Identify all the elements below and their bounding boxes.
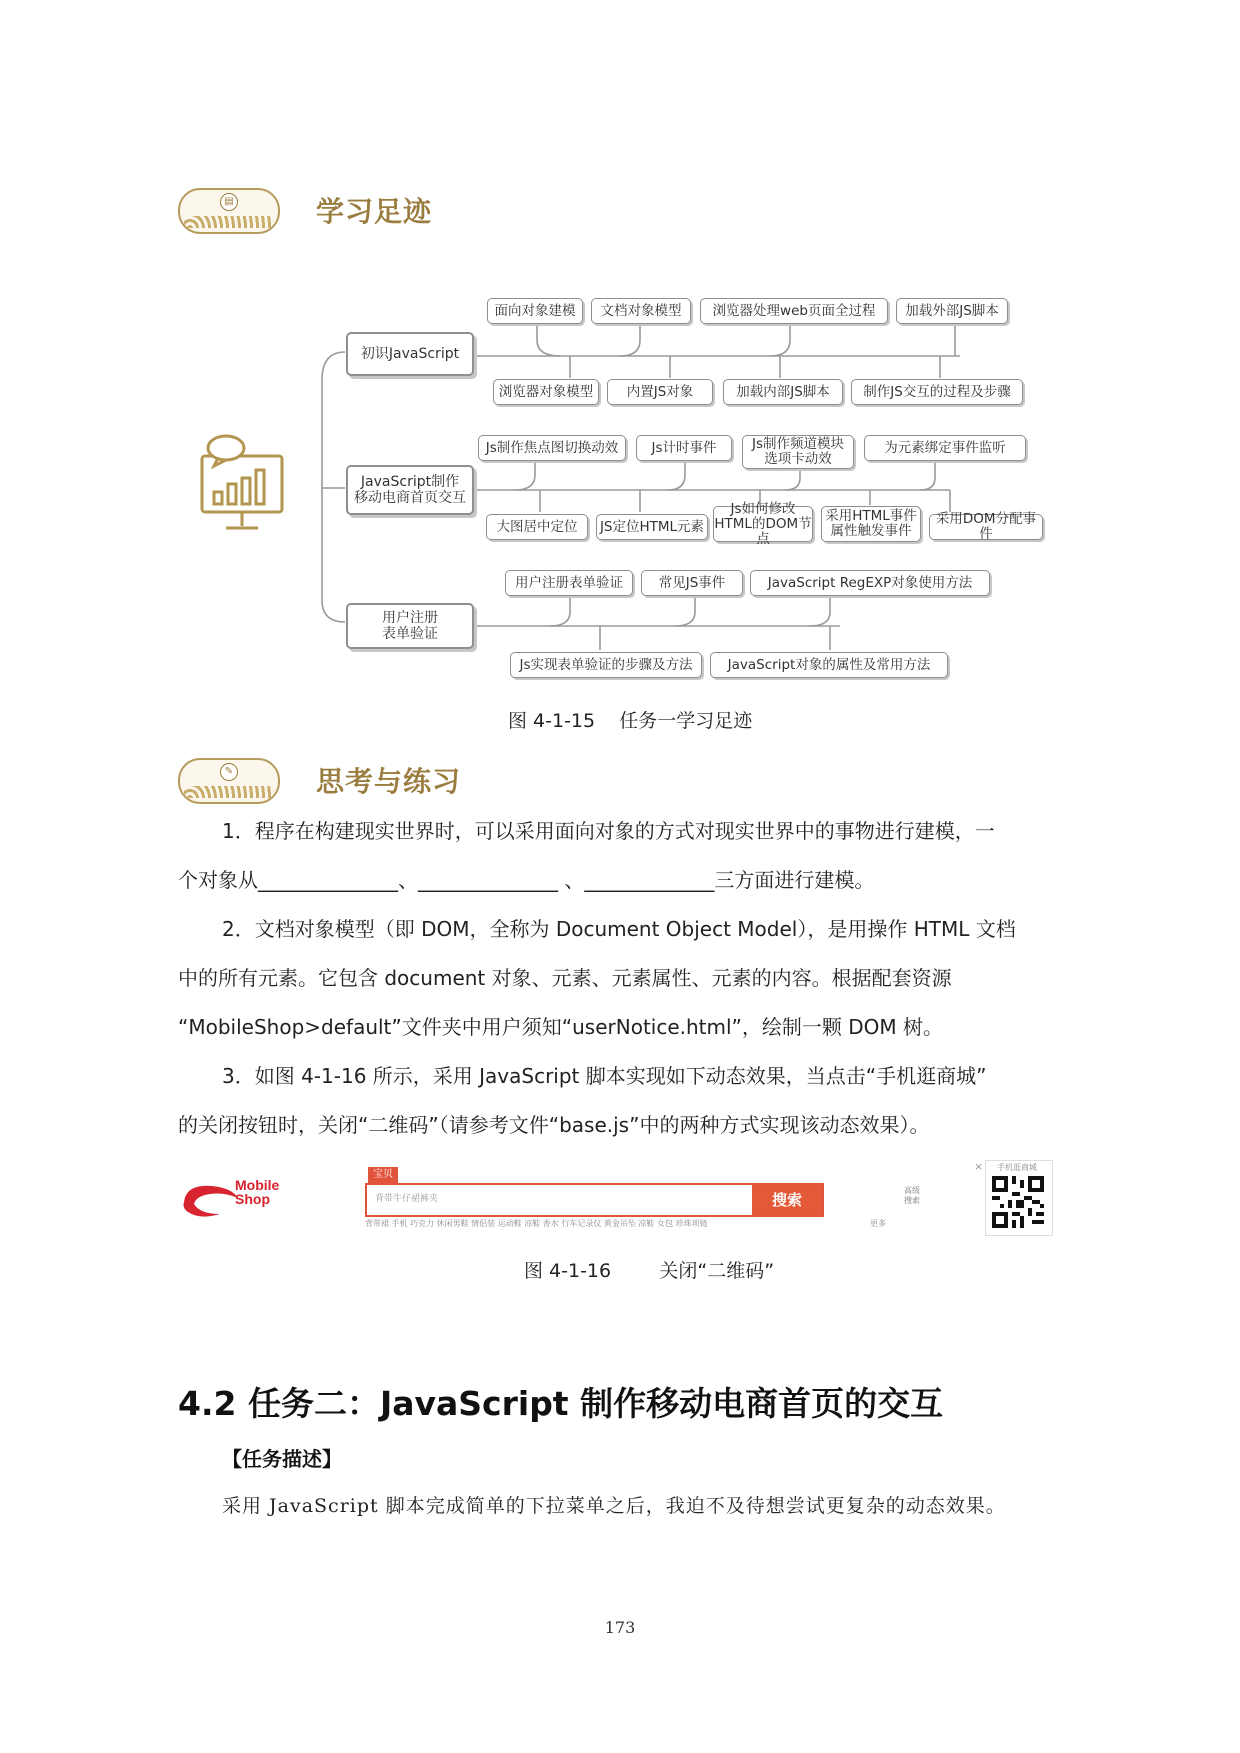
section-badge-exercise [178,758,280,804]
qr-code-icon [992,1176,1044,1228]
exercise-q3-line1: 3．如图 4-1-16 所示，采用 JavaScript 脚本实现如下动态效果，当点击“手机逛商城” [222,1064,987,1088]
qr-close-button[interactable]: × [974,1160,984,1173]
task-description-title: 【任务描述】 [222,1447,342,1471]
hot-search-words[interactable]: 背带裙 手机 巧克力 休闲男鞋 情侣装 运动鞋 凉鞋 香水 行车记录仪 黄金吊坠 凉鞋 女包 珍珠项链 [365,1219,708,1228]
more-link[interactable]: 更多 [870,1219,886,1228]
mindmap-node: Js计时事件 [636,435,732,461]
exercise-q1-line1: 1．程序在构建现实世界时，可以采用面向对象的方式对现实世界中的事物进行建模，一 [222,819,995,843]
search-button[interactable]: 搜索 [752,1185,822,1215]
document-icon: ▤ [220,193,238,211]
mindmap-root-intro-js: 初识JavaScript [346,332,474,376]
section-title-footprint: 学习足迹 [316,195,433,228]
mindmap-node: 加载内部JS脚本 [723,379,843,405]
search-tab-baby[interactable]: 宝贝 [368,1167,398,1183]
exercise-q1-line2: 个对象从______________、______________ 、_____________三方面进行建模。 [178,868,875,892]
exercise-q3-line2: 的关闭按钮时，关闭“二维码”（请参考文件“base.js”中的两种方式实现该动态效果）。 [178,1113,930,1137]
advanced-line2: 搜索 [904,1196,920,1205]
mobileshop-logo-text [235,1178,279,1206]
mindmap-root-form-validation: 用户注册 表单验证 [346,603,474,649]
mindmap-node: 制作JS交互的过程及步骤 [851,379,1023,405]
page-number: 173 [604,1618,636,1637]
advanced-line1: 高级 [904,1186,920,1195]
exercise-q2-line3: “MobileShop>default”文件夹中用户须知“userNotice.html”，绘制一颗 DOM 树。 [178,1015,944,1039]
mobileshop-logo-icon [180,1180,242,1220]
mindmap-node: Js如何修改 HTML的DOM节点 [714,500,812,547]
mindmap-node: 采用DOM分配事件 [929,514,1043,540]
mindmap-node: JavaScript RegEXP对象使用方法 [750,570,990,596]
task-description-text: 采用 JavaScript 脚本完成简单的下拉菜单之后，我迫不及待想尝试更复杂的动态效果。 [222,1495,1006,1517]
mindmap-connectors [0,0,1240,720]
search-input[interactable] [365,1183,824,1217]
figure-caption-4-1-16: 图 4-1-16 关闭“二维码” [524,1260,775,1282]
figure-caption-4-1-15: 图 4-1-15 任务一学习足迹 [508,710,753,732]
mindmap-node: 浏览器处理web页面全过程 [700,298,888,324]
wave-decoration [184,786,274,798]
mindmap-node: 文档对象模型 [591,298,691,324]
qr-title: 手机逛商城 [997,1163,1037,1172]
exercise-q2-line2: 中的所有元素。它包含 document 对象、元素、元素属性、元素的内容。根据配套资源 [178,966,952,990]
mindmap-node: JavaScript对象的属性及常用方法 [710,652,948,678]
mindmap-node: 加载外部JS脚本 [896,298,1008,324]
lightbulb-icon: ✎ [220,763,238,781]
advanced-search-link[interactable] [904,1186,920,1206]
mindmap-node: 内置JS对象 [607,379,713,405]
mindmap-node: 浏览器对象模型 [493,379,599,405]
search-placeholder: 背带牛仔裙裤夹 [375,1194,439,1204]
mindmap-root-js-interaction: JavaScript制作 移动电商首页交互 [346,465,474,515]
mindmap-node: 大图居中定位 [486,514,588,540]
mindmap-node: 为元素绑定事件监听 [864,435,1026,461]
mindmap-node: Js制作频道模块 选项卡动效 [742,435,854,469]
exercise-q2-line1: 2．文档对象模型（即 DOM，全称为 Document Object Model），是用操作 HTML 文档 [222,917,1016,941]
section-title-exercise: 思考与练习 [316,765,462,798]
mindmap-node: 用户注册表单验证 [505,570,633,596]
logo-line1: Mobile [235,1177,280,1193]
mindmap-node: Js实现表单验证的步骤及方法 [510,652,702,678]
section-heading-task2: 4.2 任务二：JavaScript 制作移动电商首页的交互 [178,1384,944,1423]
mindmap-node: Js制作焦点图切换动效 [478,435,626,461]
monitor-chart-icon [196,430,288,540]
mindmap-node: 面向对象建模 [487,298,583,324]
mindmap-node: 常见JS事件 [641,570,743,596]
mindmap-node: JS定位HTML元素 [596,514,708,540]
logo-line2: Shop [235,1191,270,1207]
mindmap-node: 采用HTML事件 属性触发事件 [821,506,921,542]
